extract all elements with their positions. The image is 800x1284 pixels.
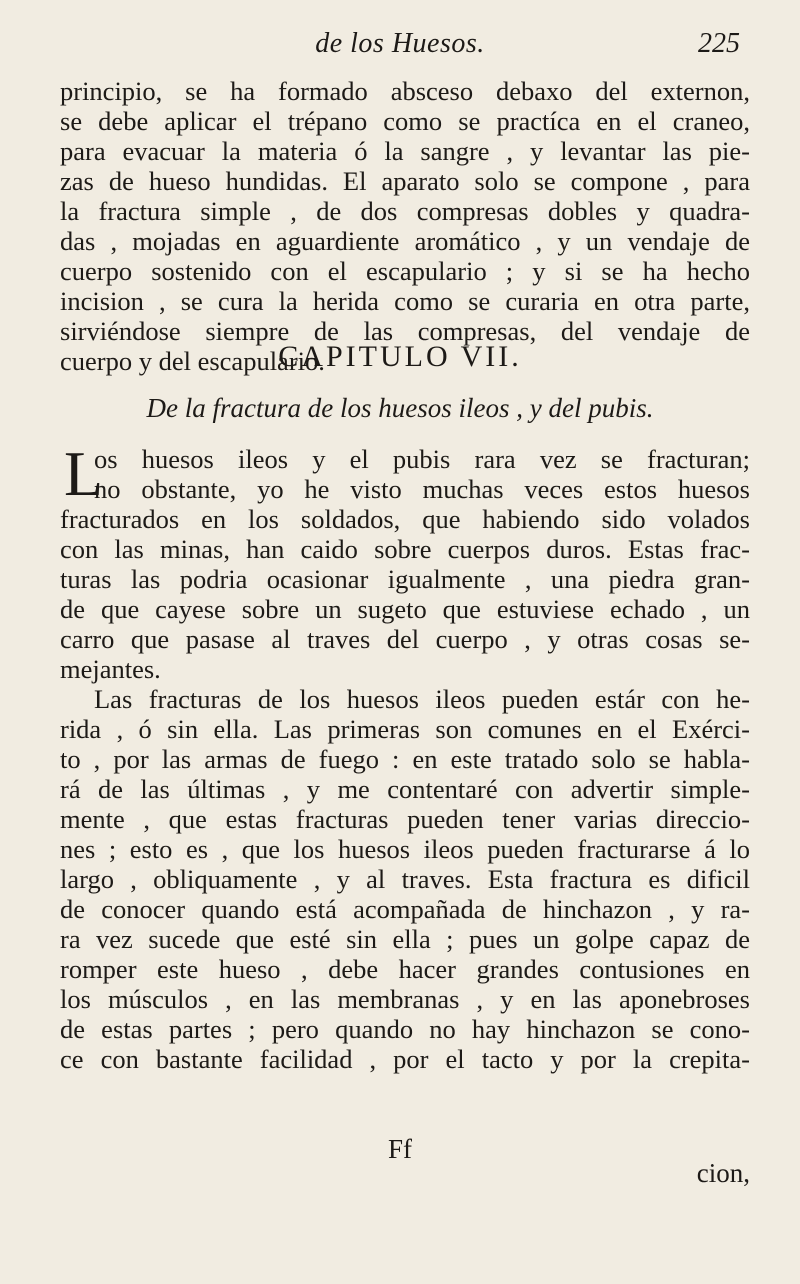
- text-line: largo , obliquamente , y al traves. Esta fractura es dificil: [60, 864, 750, 894]
- text-line: rida , ó sin ella. Las primeras son comunes en el Exérci-: [60, 714, 750, 744]
- text-line: se debe aplicar el trépano como se practíca en el craneo,: [60, 106, 750, 136]
- text-line: de que cayese sobre un sugeto que estuviese echado , un: [60, 594, 750, 624]
- text-line: cuerpo y del escapulario.: [60, 346, 325, 376]
- text-line: ra vez sucede que esté sin ella ; pues un golpe capaz de: [60, 924, 750, 954]
- text-line: sirviéndose siempre de las compresas, del vendaje de: [60, 316, 750, 346]
- text-line: turas las podria ocasionar igualmente , una piedra gran-: [60, 564, 750, 594]
- paragraph-opening: [60, 438, 750, 1074]
- text-line: ce con bastante facilidad , por el tacto y por la crepita-: [60, 1044, 750, 1074]
- page-number: 225: [698, 28, 740, 59]
- text-line: os huesos ileos y el pubis rara vez se fracturan;: [94, 444, 750, 474]
- running-head: [60, 24, 740, 64]
- text-line: de estas partes ; pero quando no hay hinchazon se cono-: [60, 1014, 750, 1044]
- text-line: de conocer quando está acompañada de hinchazon , y ra-: [60, 894, 750, 924]
- text-line: la fractura simple , de dos compresas dobles y quadra-: [60, 196, 750, 226]
- text-line: principio, se ha formado absceso debaxo del externon,: [60, 76, 750, 106]
- text-line: das , mojadas en aguardiente aromático , y un vendaje de: [60, 226, 750, 256]
- running-head-title: de los Huesos.: [315, 28, 485, 59]
- text-line: incision , se cura la herida como se curaria en otra parte,: [60, 286, 750, 316]
- text-line: cuerpo sostenido con el escapulario ; y si se ha hecho: [60, 256, 750, 286]
- text-line: carro que pasase al traves del cuerpo , y otras cosas se-: [60, 624, 750, 654]
- text-line: mente , que estas fracturas pueden tener varias direccio-: [60, 804, 750, 834]
- text-line: romper este hueso , debe hacer grandes contusiones en: [60, 954, 750, 984]
- text-line: zas de hueso hundidas. El aparato solo se compone , para: [60, 166, 750, 196]
- catchword: cion,: [696, 1158, 750, 1188]
- text-line: los músculos , en las membranas , y en las aponebroses: [60, 984, 750, 1014]
- text-line: para evacuar la materia ó la sangre , y levantar las pie-: [60, 136, 750, 166]
- paragraph-continuation: [60, 76, 750, 376]
- chapter-subtitle: De la fractura de los huesos ileos , y del pubis.: [146, 393, 654, 423]
- drop-cap: L: [64, 438, 104, 509]
- text-line: con las minas, han caido sobre cuerpos duros. Estas frac-: [60, 534, 750, 564]
- text-line: nes ; esto es , que los huesos ileos pueden fracturarse á lo: [60, 834, 750, 864]
- signature-mark: Ff: [387, 1134, 412, 1164]
- text-line: fracturados en los soldados, que habiendo sido volados: [60, 504, 750, 534]
- text-line: rá de las últimas , y me contentaré con advertir simple-: [60, 774, 750, 804]
- text-line: to , por las armas de fuego : en este tratado solo se habla-: [60, 744, 750, 774]
- text-line: no obstante, yo he visto muchas veces estos huesos: [94, 474, 750, 504]
- text-line: mejantes.: [60, 654, 161, 684]
- text-line: Las fracturas de los huesos ileos pueden estár con he-: [94, 684, 750, 714]
- chapter-heading: CAPITULO VII.: [278, 340, 522, 373]
